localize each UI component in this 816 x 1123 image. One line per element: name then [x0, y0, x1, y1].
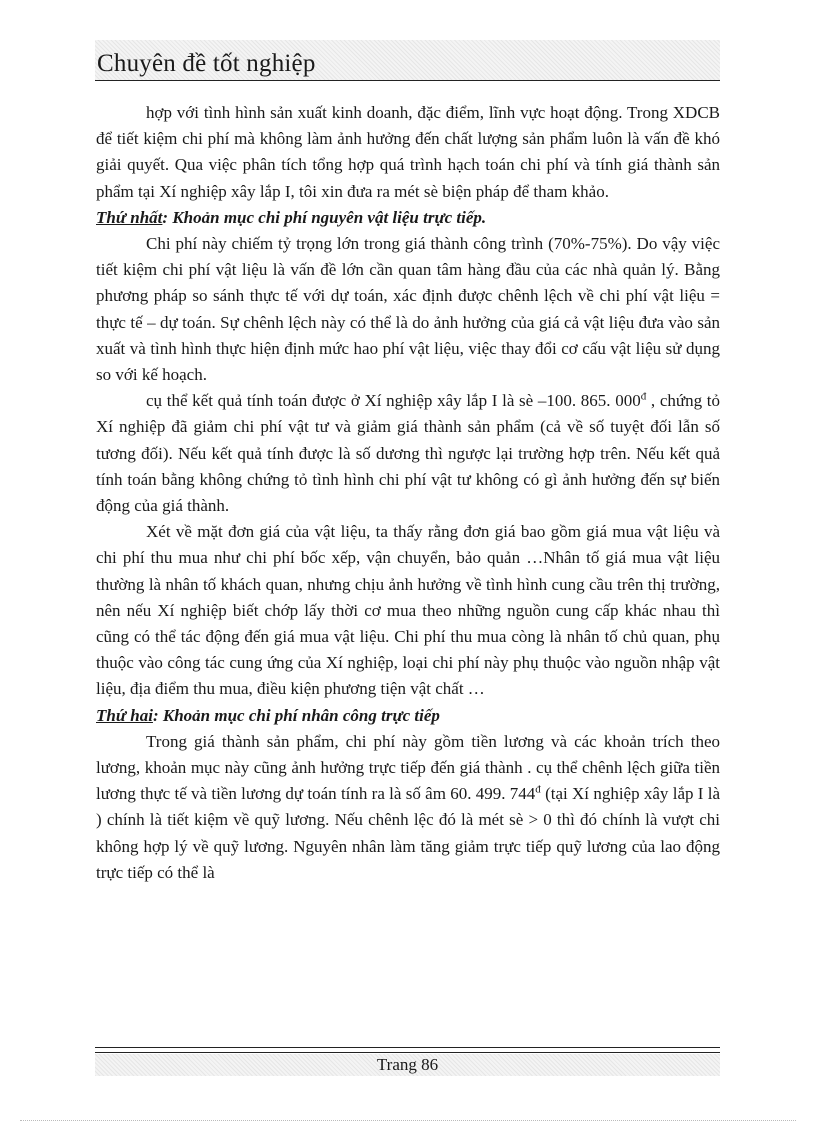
paragraph-unit-price: Xét về mặt đơn giá của vật liệu, ta thấy rằng đơn giá bao gồm giá mua vật liệu và chi phí thu mua như chi phí bốc xếp, vận chuyển, bảo quản …Nhân tố giá mua vật liệu thường là nhân tố khách quan, nhưng chịu ảnh hưởng về tình hình cung cầu trên thị trường, nên nếu Xí nghiệp biết chớp lấy thời cơ mua theo những nguồn cung cấp khác nhau thì cũng có thể tác động đến giá mua vật liệu. Chi phí thu mua còng là nhân tố chủ quan, phụ thuộc vào công tác cung ứng của Xí nghiệp, loại chi phí này phụ thuộc vào nguồn nhập vật liệu, địa điểm thu mua, điều kiện phương tiện vật chất … [96, 522, 720, 699]
paragraph-labor-cost [96, 729, 720, 886]
page-number: Trang 86 [376, 1055, 439, 1074]
section-heading-material [96, 205, 720, 231]
section-title: : Khoản mục chi phí nguyên vật liệu trực tiếp. [162, 207, 487, 227]
paragraph-text: cụ thể kết quả tính toán được ở Xí nghiệp xây lắp I là sè –100. 865. 000 [146, 391, 641, 411]
paragraph-material-result [96, 388, 720, 519]
footer-divider [95, 1047, 720, 1053]
paragraph-intro: hợp với tình hình sản xuất kinh doanh, đặc điểm, lĩnh vực hoạt động. Trong XDCB để tiết kiệm chi phí mà không làm ảnh hưởng đến chất lượng sản phẩm luôn là vấn đề khó giải quyết. Qua việc phân tích tổng hợp quá trình hạch toán chi phí và tính giá thành sản phẩm tại Xí nghiệp xây lắp I, tôi xin đưa ra mét sè biện pháp để tham khảo. [96, 103, 720, 201]
document-body [96, 100, 720, 886]
header-title: Chuyên đề tốt nghiệp [97, 50, 316, 77]
paragraph-material-cost: Chi phí này chiếm tỷ trọng lớn trong giá thành công trình (70%-75%). Do vậy việc tiết kiệm chi phí vật liệu là vấn đề lớn cần quan tâm hàng đầu của các nhà quản lý. Bằng phương pháp so sánh thực tế với dự toán, xác định được chênh lệch về chi phí vật liệu = thực tế – dự toán. Sự chênh lệch này có thể là do ảnh hưởng của giá cả vật liệu đưa vào sản xuất và tình hình thực hiện định mức hao phí vật liệu, việc thay đổi cơ cấu vật liệu sử dụng so với kế hoạch. [96, 234, 720, 385]
section-heading-labor [96, 703, 720, 729]
page-header [95, 40, 720, 81]
paragraph-text: , chứng tỏ Xí nghiệp đã giảm chi phí vật tư và giảm giá thành sản phẩm (cả về số tuyệt đối lẫn số tương đối). Nếu kết quả tính được là số dương thì ngược lại trường hợp trên. Nếu kết quả tính toán bằng không chứng tỏ tình hình chi phí vật tư không có gì ảnh hưởng đến sự biến động của giá thành. [96, 391, 720, 516]
currency-superscript: đ [640, 390, 647, 403]
section-label: Thứ hai [96, 705, 153, 725]
section-label: Thứ nhất [96, 207, 163, 227]
paragraph-text: Trong giá thành sản phẩm, chi phí này gồm tiền lương và các khoản trích theo lương, khoản mục này cũng ảnh hưởng trực tiếp đến giá thành . cụ thể chênh lệch giữa tiền lương thực tế và tiền lương dự toán tính ra là số âm 60. 499. 744 [96, 731, 720, 804]
currency-superscript: đ [535, 783, 541, 796]
page-footer [95, 1054, 720, 1076]
paragraph-text: (tại Xí nghiệp xây lắp I là ) chính là tiết kiệm về quỹ lương. Nếu chênh lệc đó là mét sè > 0 thì đó chính là vượt chi không hợp lý về quỹ lương. Nguyên nhân làm tăng giảm trực tiếp quỹ lương của lao động trực tiếp có thể là [96, 784, 720, 882]
section-title: : Khoản mục chi phí nhân công trực tiếp [152, 705, 440, 725]
page-bottom-divider [20, 1120, 796, 1121]
